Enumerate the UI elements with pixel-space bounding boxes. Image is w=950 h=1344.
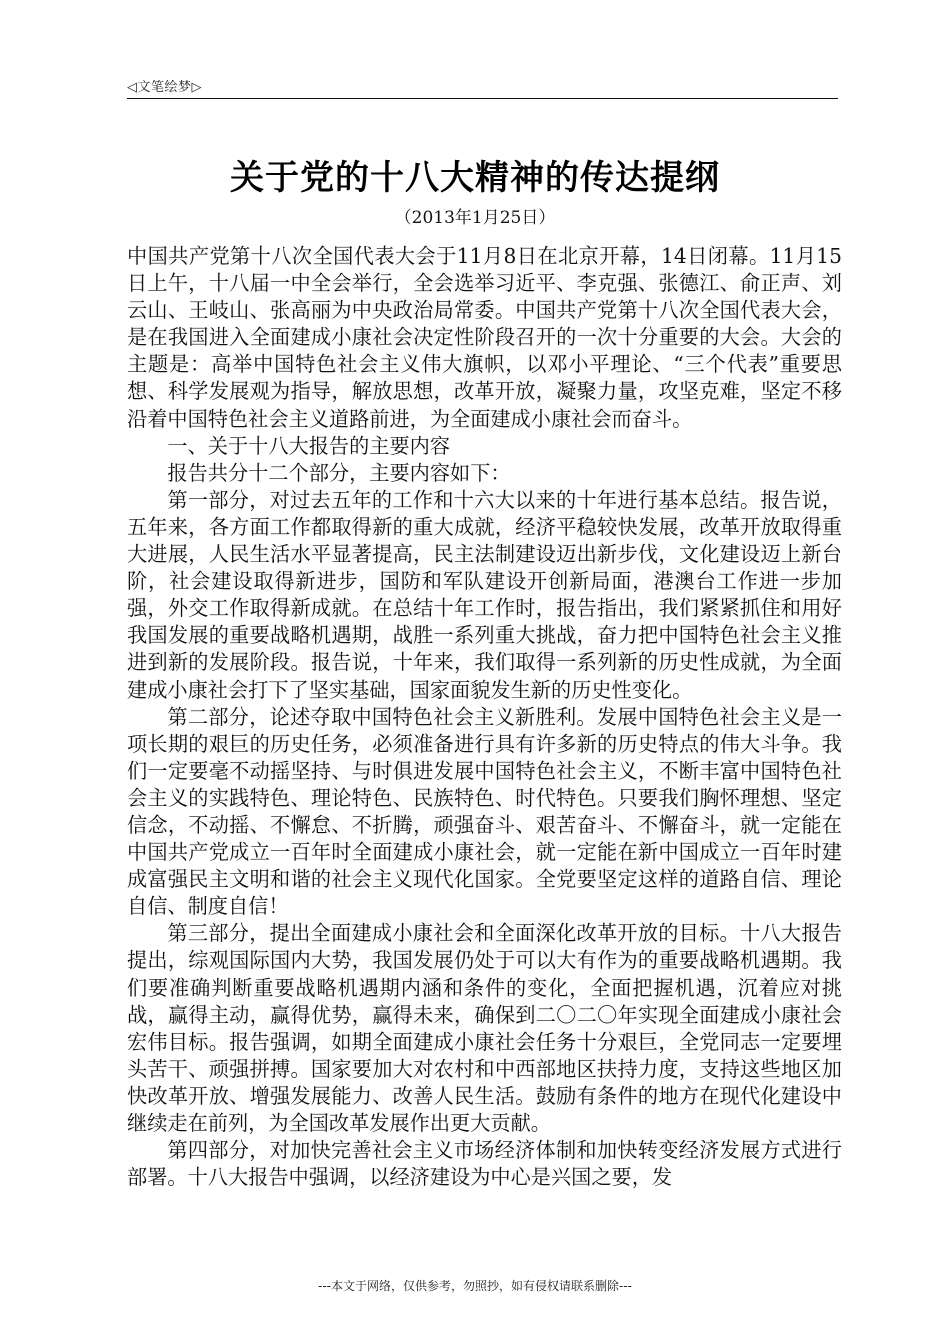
header-brand: ◁文笔绘梦▷ — [127, 80, 202, 95]
paragraph-intro: 中国共产党第十八次全国代表大会于11月8日在北京开幕，14日闭幕。11月15日上午，十八届一中全会举行，全会选举习近平、李克强、张德江、俞正声、刘云山、王岐山、张高丽为中央政治局常委。中国共产党第十八次全国代表大会，是在我国进入全面建成小康社会决定性阶段召开的一次十分重要的大会。大会的主题是：高举中国特色社会主义伟大旗帜，以邓小平理论、“三个代表”重要思想、科学发展观为指导，解放思想，改革开放，凝聚力量，攻坚克难，坚定不移沿着中国特色社会主义道路前进，为全面建成小康社会而奋斗。 — [127, 244, 842, 431]
paragraph-part-two: 第二部分，论述夺取中国特色社会主义新胜利。发展中国特色社会主义是一项长期的艰巨的历史任务，必须准备进行具有许多新的历史特点的伟大斗争。我们一定要毫不动摇坚持、与时俱进发展中国特色社会主义，不断丰富中国特色社会主义的实践特色、理论特色、民族特色、时代特色。只要我们胸怀理想、坚定信念，不动摇、不懈怠、不折腾，顽强奋斗、艰苦奋斗、不懈奋斗，就一定能在中国共产党成立一百年时全面建成小康社会，就一定能在新中国成立一百年时建成富强民主文明和谐的社会主义现代化国家。全党要坚定这样的道路自信、理论自信、制度自信！ — [127, 704, 842, 919]
document-body — [127, 243, 842, 1191]
paragraph-overview: 报告共分十二个部分，主要内容如下： — [167, 460, 511, 485]
paragraph-part-one: 第一部分，对过去五年的工作和十六大以来的十年进行基本总结。报告说，五年来，各方面工作都取得新的重大成就，经济平稳较快发展，改革开放取得重大进展，人民生活水平显著提高，民主法制建设迈出新步伐，文化建设迈上新台阶，社会建设取得新进步，国防和军队建设开创新局面，港澳台工作进一步加强，外交工作取得新成就。在总结十年工作时，报告指出，我们紧紧抓住和用好我国发展的重要战略机遇期，战胜一系列重大挑战，奋力把中国特色社会主义推进到新的发展阶段。报告说，十年来，我们取得一系列新的历史性成就，为全面建成小康社会打下了坚实基础，国家面貌发生新的历史性变化。 — [127, 487, 842, 702]
document-title: 关于党的十八大精神的传达提纲 — [230, 158, 720, 198]
document-date: （2013年1月25日） — [394, 208, 556, 228]
section-heading: 一、关于十八大报告的主要内容 — [167, 433, 451, 458]
paragraph-part-four: 第四部分，对加快完善社会主义市场经济体制和加快转变经济发展方式进行部署。十八大报告中强调，以经济建设为中心是兴国之要，发 — [127, 1138, 842, 1190]
page-header — [127, 74, 838, 99]
paragraph-part-three: 第三部分，提出全面建成小康社会和全面深化改革开放的目标。十八大报告提出，综观国际国内大势，我国发展仍处于可以大有作为的重要战略机遇期。我们要准确判断重要战略机遇期内涵和条件的变化，全面把握机遇，沉着应对挑战，赢得主动，赢得优势，赢得未来，确保到二〇二〇年实现全面建成小康社会宏伟目标。报告强调，如期全面建成小康社会任务十分艰巨，全党同志一定要埋头苦干、顽强拼搏。国家要加大对农村和中西部地区扶持力度，支持这些地区加快改革开放、增强发展能力、改善人民生活。鼓励有条件的地方在现代化建设中继续走在前列，为全国改革发展作出更大贡献。 — [127, 921, 842, 1135]
page-footer-disclaimer: ---本文于网络，仅供参考，勿照抄，如有侵权请联系删除--- — [318, 1279, 632, 1293]
